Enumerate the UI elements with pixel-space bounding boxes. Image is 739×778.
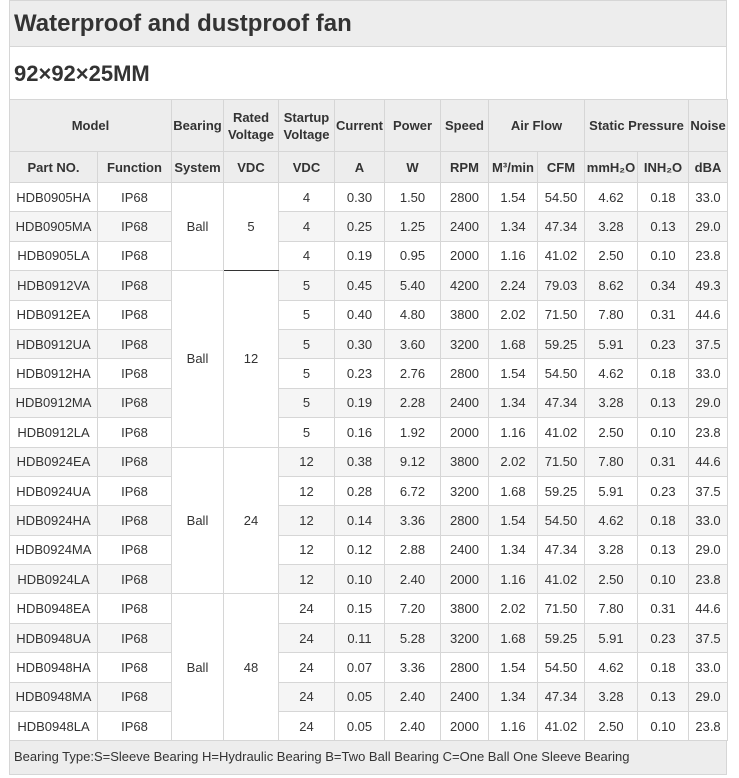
cell-pressure-mmh2o: 3.28 xyxy=(585,212,638,241)
cell-speed: 2800 xyxy=(441,183,489,212)
cell-pressure-inh2o: 0.18 xyxy=(638,653,689,682)
cell-speed: 3800 xyxy=(441,447,489,476)
header-vdc-rated: VDC xyxy=(224,152,279,183)
cell-power: 2.88 xyxy=(385,535,441,564)
cell-part-no: HDB0912VA xyxy=(10,271,98,300)
header-unit-m3min: M³/min xyxy=(489,152,538,183)
cell-pressure-mmh2o: 3.28 xyxy=(585,535,638,564)
cell-speed: 2400 xyxy=(441,388,489,417)
cell-airflow-m3min: 2.02 xyxy=(489,300,538,329)
cell-part-no: HDB0905HA xyxy=(10,183,98,212)
cell-pressure-inh2o: 0.10 xyxy=(638,418,689,447)
table-body xyxy=(10,183,728,741)
cell-pressure-mmh2o: 5.91 xyxy=(585,623,638,652)
cell-power: 3.60 xyxy=(385,329,441,358)
cell-current: 0.30 xyxy=(335,183,385,212)
cell-current: 0.28 xyxy=(335,476,385,505)
cell-startup-voltage: 24 xyxy=(279,682,335,711)
cell-current: 0.19 xyxy=(335,241,385,270)
cell-function: IP68 xyxy=(98,682,172,711)
cell-current: 0.10 xyxy=(335,565,385,594)
cell-airflow-cfm: 79.03 xyxy=(538,271,585,300)
cell-power: 1.50 xyxy=(385,183,441,212)
cell-airflow-m3min: 1.54 xyxy=(489,359,538,388)
cell-airflow-m3min: 1.16 xyxy=(489,418,538,447)
cell-noise: 44.6 xyxy=(689,300,728,329)
cell-airflow-m3min: 2.24 xyxy=(489,271,538,300)
cell-function: IP68 xyxy=(98,476,172,505)
cell-noise: 44.6 xyxy=(689,447,728,476)
cell-startup-voltage: 12 xyxy=(279,506,335,535)
cell-noise: 29.0 xyxy=(689,212,728,241)
cell-pressure-mmh2o: 4.62 xyxy=(585,183,638,212)
header-unit-rpm: RPM xyxy=(441,152,489,183)
spec-sheet xyxy=(9,0,727,775)
cell-current: 0.23 xyxy=(335,359,385,388)
cell-function: IP68 xyxy=(98,535,172,564)
cell-speed: 2800 xyxy=(441,506,489,535)
header-unit-w: W xyxy=(385,152,441,183)
bearing-type-legend: Bearing Type:S=Sleeve Bearing H=Hydraulic Bearing B=Two Ball Bearing C=One Ball One Sleeve Bearing xyxy=(9,741,727,775)
cell-rated-voltage: 5 xyxy=(224,183,279,271)
cell-part-no: HDB0948LA xyxy=(10,712,98,741)
cell-function: IP68 xyxy=(98,241,172,270)
cell-pressure-inh2o: 0.23 xyxy=(638,623,689,652)
cell-pressure-inh2o: 0.10 xyxy=(638,565,689,594)
cell-function: IP68 xyxy=(98,447,172,476)
cell-current: 0.25 xyxy=(335,212,385,241)
header-unit-inh2o: INH₂O xyxy=(638,152,689,183)
cell-airflow-m3min: 1.68 xyxy=(489,623,538,652)
cell-airflow-m3min: 1.68 xyxy=(489,329,538,358)
cell-noise: 44.6 xyxy=(689,594,728,623)
header-part-no: Part NO. xyxy=(10,152,98,183)
cell-power: 5.40 xyxy=(385,271,441,300)
table-row xyxy=(10,476,728,505)
cell-noise: 33.0 xyxy=(689,183,728,212)
cell-airflow-m3min: 1.34 xyxy=(489,212,538,241)
cell-pressure-mmh2o: 3.28 xyxy=(585,682,638,711)
spec-table xyxy=(9,99,728,741)
cell-noise: 33.0 xyxy=(689,653,728,682)
cell-part-no: HDB0912LA xyxy=(10,418,98,447)
cell-airflow-m3min: 1.16 xyxy=(489,241,538,270)
cell-function: IP68 xyxy=(98,623,172,652)
cell-noise: 49.3 xyxy=(689,271,728,300)
table-row xyxy=(10,212,728,241)
cell-part-no: HDB0924LA xyxy=(10,565,98,594)
cell-power: 1.92 xyxy=(385,418,441,447)
cell-startup-voltage: 5 xyxy=(279,359,335,388)
cell-startup-voltage: 12 xyxy=(279,565,335,594)
cell-speed: 2000 xyxy=(441,565,489,594)
cell-airflow-m3min: 1.54 xyxy=(489,653,538,682)
header-air-flow: Air Flow xyxy=(489,100,585,152)
table-row xyxy=(10,565,728,594)
cell-rated-voltage: 24 xyxy=(224,447,279,594)
cell-power: 2.28 xyxy=(385,388,441,417)
header-unit-a: A xyxy=(335,152,385,183)
cell-startup-voltage: 12 xyxy=(279,535,335,564)
header-rated-voltage: Rated Voltage xyxy=(224,100,279,152)
cell-current: 0.16 xyxy=(335,418,385,447)
cell-pressure-inh2o: 0.34 xyxy=(638,271,689,300)
cell-current: 0.30 xyxy=(335,329,385,358)
cell-speed: 3200 xyxy=(441,623,489,652)
cell-part-no: HDB0912EA xyxy=(10,300,98,329)
cell-function: IP68 xyxy=(98,594,172,623)
cell-pressure-mmh2o: 7.80 xyxy=(585,300,638,329)
cell-part-no: HDB0948HA xyxy=(10,653,98,682)
cell-airflow-cfm: 41.02 xyxy=(538,418,585,447)
cell-power: 1.25 xyxy=(385,212,441,241)
cell-airflow-cfm: 41.02 xyxy=(538,712,585,741)
cell-part-no: HDB0905LA xyxy=(10,241,98,270)
header-vdc-startup: VDC xyxy=(279,152,335,183)
cell-noise: 37.5 xyxy=(689,476,728,505)
cell-pressure-mmh2o: 5.91 xyxy=(585,476,638,505)
cell-pressure-mmh2o: 4.62 xyxy=(585,653,638,682)
cell-part-no: HDB0948UA xyxy=(10,623,98,652)
cell-rated-voltage: 48 xyxy=(224,594,279,741)
cell-current: 0.19 xyxy=(335,388,385,417)
cell-airflow-cfm: 47.34 xyxy=(538,535,585,564)
header-unit-cfm: CFM xyxy=(538,152,585,183)
cell-speed: 3200 xyxy=(441,476,489,505)
cell-current: 0.45 xyxy=(335,271,385,300)
page-subtitle: 92×92×25MM xyxy=(9,46,727,99)
cell-pressure-inh2o: 0.31 xyxy=(638,447,689,476)
cell-startup-voltage: 4 xyxy=(279,241,335,270)
cell-airflow-m3min: 1.54 xyxy=(489,506,538,535)
cell-pressure-inh2o: 0.13 xyxy=(638,682,689,711)
cell-function: IP68 xyxy=(98,653,172,682)
cell-power: 5.28 xyxy=(385,623,441,652)
cell-startup-voltage: 24 xyxy=(279,594,335,623)
cell-speed: 2800 xyxy=(441,359,489,388)
cell-function: IP68 xyxy=(98,565,172,594)
cell-function: IP68 xyxy=(98,388,172,417)
cell-pressure-mmh2o: 7.80 xyxy=(585,594,638,623)
cell-rated-voltage: 12 xyxy=(224,271,279,447)
cell-startup-voltage: 12 xyxy=(279,476,335,505)
cell-part-no: HDB0905MA xyxy=(10,212,98,241)
cell-function: IP68 xyxy=(98,271,172,300)
cell-noise: 29.0 xyxy=(689,682,728,711)
cell-function: IP68 xyxy=(98,300,172,329)
cell-part-no: HDB0912UA xyxy=(10,329,98,358)
cell-startup-voltage: 5 xyxy=(279,300,335,329)
cell-current: 0.15 xyxy=(335,594,385,623)
cell-speed: 2000 xyxy=(441,241,489,270)
cell-function: IP68 xyxy=(98,712,172,741)
cell-airflow-cfm: 71.50 xyxy=(538,447,585,476)
cell-noise: 33.0 xyxy=(689,359,728,388)
cell-pressure-inh2o: 0.10 xyxy=(638,712,689,741)
table-row xyxy=(10,418,728,447)
cell-noise: 29.0 xyxy=(689,388,728,417)
table-row xyxy=(10,271,728,300)
cell-pressure-inh2o: 0.10 xyxy=(638,241,689,270)
cell-pressure-inh2o: 0.18 xyxy=(638,506,689,535)
cell-power: 2.40 xyxy=(385,565,441,594)
cell-airflow-m3min: 2.02 xyxy=(489,447,538,476)
cell-airflow-cfm: 47.34 xyxy=(538,682,585,711)
cell-speed: 2800 xyxy=(441,653,489,682)
cell-part-no: HDB0924HA xyxy=(10,506,98,535)
cell-function: IP68 xyxy=(98,359,172,388)
header-speed: Speed xyxy=(441,100,489,152)
cell-startup-voltage: 4 xyxy=(279,212,335,241)
table-row xyxy=(10,712,728,741)
cell-airflow-m3min: 1.34 xyxy=(489,535,538,564)
cell-current: 0.40 xyxy=(335,300,385,329)
cell-pressure-inh2o: 0.31 xyxy=(638,300,689,329)
cell-power: 2.76 xyxy=(385,359,441,388)
cell-speed: 2400 xyxy=(441,212,489,241)
cell-pressure-mmh2o: 8.62 xyxy=(585,271,638,300)
cell-startup-voltage: 5 xyxy=(279,329,335,358)
cell-function: IP68 xyxy=(98,212,172,241)
cell-pressure-mmh2o: 2.50 xyxy=(585,241,638,270)
cell-power: 4.80 xyxy=(385,300,441,329)
cell-part-no: HDB0912MA xyxy=(10,388,98,417)
table-row xyxy=(10,388,728,417)
cell-power: 3.36 xyxy=(385,506,441,535)
cell-airflow-cfm: 54.50 xyxy=(538,653,585,682)
cell-noise: 37.5 xyxy=(689,623,728,652)
cell-airflow-cfm: 47.34 xyxy=(538,388,585,417)
cell-part-no: HDB0912HA xyxy=(10,359,98,388)
cell-pressure-inh2o: 0.23 xyxy=(638,476,689,505)
cell-noise: 23.8 xyxy=(689,418,728,447)
cell-power: 2.40 xyxy=(385,682,441,711)
cell-pressure-mmh2o: 3.28 xyxy=(585,388,638,417)
header-startup-voltage: Startup Voltage xyxy=(279,100,335,152)
page-title: Waterproof and dustproof fan xyxy=(9,0,727,46)
cell-airflow-cfm: 59.25 xyxy=(538,329,585,358)
header-unit-dba: dBA xyxy=(689,152,728,183)
cell-pressure-inh2o: 0.18 xyxy=(638,183,689,212)
cell-current: 0.05 xyxy=(335,682,385,711)
cell-startup-voltage: 5 xyxy=(279,388,335,417)
cell-current: 0.12 xyxy=(335,535,385,564)
cell-airflow-m3min: 2.02 xyxy=(489,594,538,623)
cell-pressure-mmh2o: 5.91 xyxy=(585,329,638,358)
cell-speed: 2400 xyxy=(441,682,489,711)
table-row xyxy=(10,447,728,476)
cell-startup-voltage: 24 xyxy=(279,623,335,652)
cell-pressure-mmh2o: 4.62 xyxy=(585,506,638,535)
table-row xyxy=(10,183,728,212)
cell-speed: 2400 xyxy=(441,535,489,564)
cell-noise: 33.0 xyxy=(689,506,728,535)
cell-speed: 3800 xyxy=(441,594,489,623)
cell-noise: 37.5 xyxy=(689,329,728,358)
cell-airflow-m3min: 1.54 xyxy=(489,183,538,212)
cell-current: 0.05 xyxy=(335,712,385,741)
table-row xyxy=(10,653,728,682)
cell-part-no: HDB0948MA xyxy=(10,682,98,711)
cell-airflow-cfm: 41.02 xyxy=(538,565,585,594)
cell-pressure-mmh2o: 4.62 xyxy=(585,359,638,388)
cell-startup-voltage: 24 xyxy=(279,712,335,741)
cell-bearing-system: Ball xyxy=(172,594,224,741)
cell-startup-voltage: 4 xyxy=(279,183,335,212)
header-power: Power xyxy=(385,100,441,152)
cell-speed: 3800 xyxy=(441,300,489,329)
cell-startup-voltage: 5 xyxy=(279,418,335,447)
cell-speed: 2000 xyxy=(441,712,489,741)
cell-pressure-mmh2o: 2.50 xyxy=(585,418,638,447)
cell-pressure-inh2o: 0.23 xyxy=(638,329,689,358)
cell-pressure-inh2o: 0.31 xyxy=(638,594,689,623)
header-unit-mmh2o: mmH₂O xyxy=(585,152,638,183)
cell-part-no: HDB0924MA xyxy=(10,535,98,564)
table-row xyxy=(10,506,728,535)
cell-airflow-m3min: 1.68 xyxy=(489,476,538,505)
cell-power: 7.20 xyxy=(385,594,441,623)
cell-airflow-cfm: 59.25 xyxy=(538,476,585,505)
cell-function: IP68 xyxy=(98,329,172,358)
table-row xyxy=(10,241,728,270)
cell-startup-voltage: 24 xyxy=(279,653,335,682)
table-row xyxy=(10,359,728,388)
cell-power: 0.95 xyxy=(385,241,441,270)
cell-speed: 3200 xyxy=(441,329,489,358)
cell-airflow-cfm: 47.34 xyxy=(538,212,585,241)
cell-airflow-m3min: 1.34 xyxy=(489,388,538,417)
header-function: Function xyxy=(98,152,172,183)
header-noise: Noise xyxy=(689,100,728,152)
table-row xyxy=(10,300,728,329)
table-row xyxy=(10,594,728,623)
table-row xyxy=(10,329,728,358)
cell-speed: 4200 xyxy=(441,271,489,300)
cell-noise: 29.0 xyxy=(689,535,728,564)
cell-power: 6.72 xyxy=(385,476,441,505)
cell-function: IP68 xyxy=(98,506,172,535)
cell-pressure-inh2o: 0.13 xyxy=(638,212,689,241)
cell-pressure-mmh2o: 2.50 xyxy=(585,712,638,741)
cell-airflow-m3min: 1.34 xyxy=(489,682,538,711)
cell-part-no: HDB0924UA xyxy=(10,476,98,505)
cell-speed: 2000 xyxy=(441,418,489,447)
header-bearing: Bearing xyxy=(172,100,224,152)
header-static-pressure: Static Pressure xyxy=(585,100,689,152)
table-row xyxy=(10,623,728,652)
cell-current: 0.07 xyxy=(335,653,385,682)
cell-airflow-cfm: 71.50 xyxy=(538,300,585,329)
cell-part-no: HDB0924EA xyxy=(10,447,98,476)
cell-current: 0.14 xyxy=(335,506,385,535)
cell-pressure-inh2o: 0.13 xyxy=(638,388,689,417)
cell-bearing-system: Ball xyxy=(172,447,224,594)
cell-airflow-cfm: 41.02 xyxy=(538,241,585,270)
header-system: System xyxy=(172,152,224,183)
cell-noise: 23.8 xyxy=(689,241,728,270)
cell-airflow-m3min: 1.16 xyxy=(489,565,538,594)
cell-power: 3.36 xyxy=(385,653,441,682)
cell-function: IP68 xyxy=(98,418,172,447)
cell-power: 9.12 xyxy=(385,447,441,476)
cell-airflow-cfm: 54.50 xyxy=(538,506,585,535)
header-model: Model xyxy=(10,100,172,152)
cell-airflow-cfm: 71.50 xyxy=(538,594,585,623)
cell-startup-voltage: 5 xyxy=(279,271,335,300)
table-row xyxy=(10,535,728,564)
header-current: Current xyxy=(335,100,385,152)
cell-noise: 23.8 xyxy=(689,565,728,594)
cell-pressure-inh2o: 0.13 xyxy=(638,535,689,564)
cell-current: 0.38 xyxy=(335,447,385,476)
cell-airflow-cfm: 54.50 xyxy=(538,359,585,388)
cell-pressure-mmh2o: 2.50 xyxy=(585,565,638,594)
cell-pressure-mmh2o: 7.80 xyxy=(585,447,638,476)
cell-airflow-m3min: 1.16 xyxy=(489,712,538,741)
cell-bearing-system: Ball xyxy=(172,271,224,447)
table-row xyxy=(10,682,728,711)
cell-bearing-system: Ball xyxy=(172,183,224,271)
cell-power: 2.40 xyxy=(385,712,441,741)
cell-airflow-cfm: 54.50 xyxy=(538,183,585,212)
cell-function: IP68 xyxy=(98,183,172,212)
cell-pressure-inh2o: 0.18 xyxy=(638,359,689,388)
cell-current: 0.11 xyxy=(335,623,385,652)
cell-part-no: HDB0948EA xyxy=(10,594,98,623)
cell-airflow-cfm: 59.25 xyxy=(538,623,585,652)
cell-noise: 23.8 xyxy=(689,712,728,741)
cell-startup-voltage: 12 xyxy=(279,447,335,476)
